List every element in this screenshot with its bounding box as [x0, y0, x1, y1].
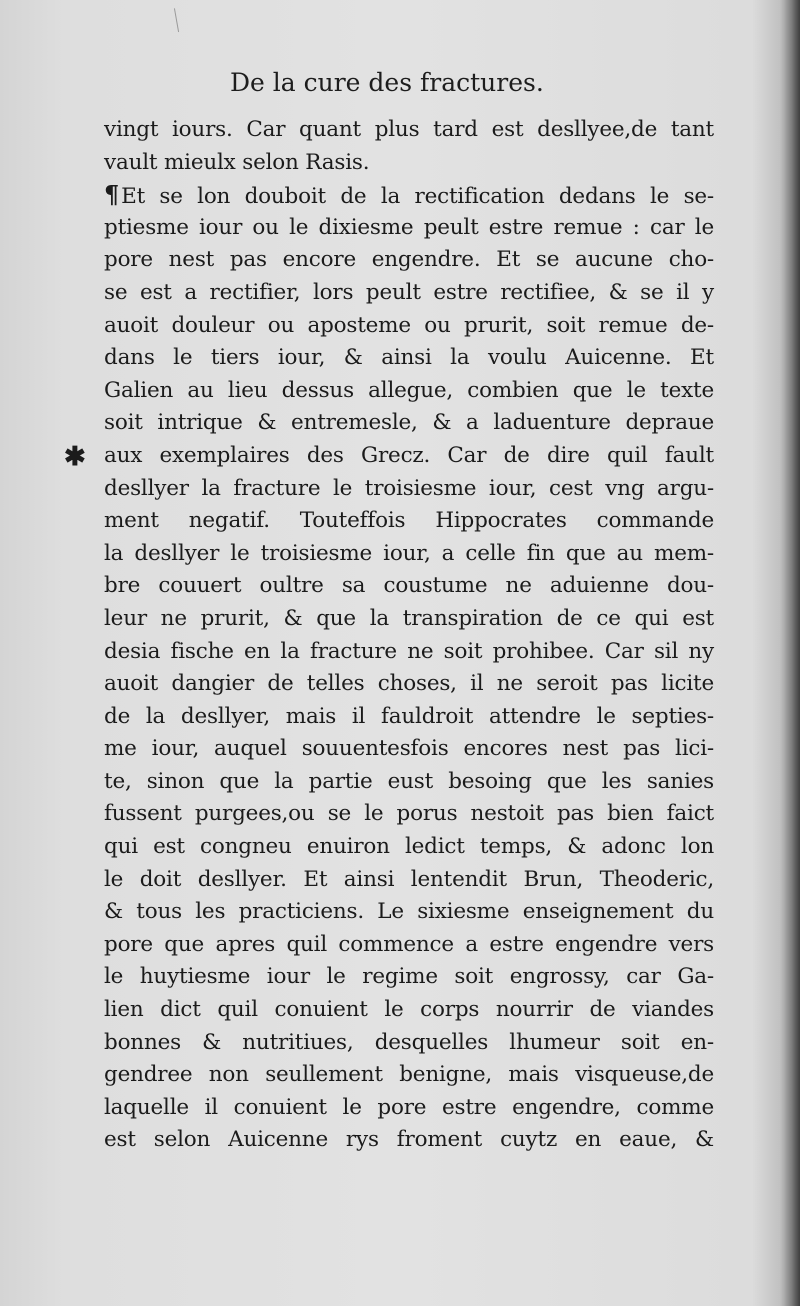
text-line: qui est congneu enuiron ledict temps, & adonc lon	[104, 834, 714, 860]
text-line: auoit dangier de telles choses, il ne seroit pas licite	[104, 671, 714, 697]
text-line: aux exemplaires des Grecz. Car de dire quil fault	[104, 442, 714, 468]
text-line: laquelle il conuient le pore estre engendre, comme	[104, 1094, 714, 1120]
text-line: pore que apres quil commence a estre engendre vers	[104, 931, 714, 957]
text-line: desllyer la fracture le troisiesme iour, cest vng argu-	[104, 475, 714, 501]
text-line: bre couuert oultre sa coustume ne aduienne dou-	[104, 573, 714, 599]
page-edge-shadow	[780, 0, 800, 1306]
text-line: la desllyer le troisiesme iour, a celle fin que au mem-	[104, 540, 714, 566]
text-line: & tous les practiciens. Le sixiesme enseignement du	[104, 899, 714, 925]
text-line: le doit desllyer. Et ainsi lentendit Brun, Theoderic,	[104, 866, 714, 892]
text-line: gendree non seullement benigne, mais visqueuse,de	[104, 1062, 714, 1088]
text-line: le huytiesme iour le regime soit engrossy, car Ga-	[104, 964, 714, 990]
text-line: bonnes & nutritiues, desquelles lhumeur soit en-	[104, 1029, 714, 1055]
text-line: ment negatif. Touteffois Hippocrates commande	[104, 508, 714, 534]
text-line: me iour, auquel souuentesfois encores nest pas lici-	[104, 736, 714, 762]
text-line: vault mieulx selon Rasis.	[104, 149, 370, 175]
text-line: auoit douleur ou aposteme ou prurit, soit remue de-	[104, 312, 714, 338]
text-line: te, sinon que la partie eust besoing que les sanies	[104, 768, 714, 794]
text-line: fussent purgees,ou se le porus nestoit pas bien faict	[104, 801, 714, 827]
text-line: ptiesme iour ou le dixiesme peult estre remue : car le	[104, 214, 714, 240]
pilcrow-mark: ¶	[104, 180, 120, 210]
text-line: pore nest pas encore engendre. Et se aucune cho-	[104, 247, 714, 273]
text-line: se est a rectifier, lors peult estre rectifiee, & se il y	[104, 279, 714, 305]
text-line: lien dict quil conuient le corps nourrir de viandes	[104, 997, 714, 1023]
body-text	[104, 114, 714, 1157]
text-line	[104, 179, 714, 212]
text-line: desia fische en la fracture ne soit prohibee. Car sil ny	[104, 638, 714, 664]
text-line-content: Et se lon douboit de la rectification dedans le se-	[121, 184, 714, 210]
text-line: est selon Auicenne rys froment cuytz en eaue, &	[104, 1127, 714, 1153]
text-line: soit intrique & entremesle, & a laduenture depraue	[104, 410, 714, 436]
page-mark	[174, 8, 181, 32]
text-line: Galien au lieu dessus allegue, combien que le texte	[104, 377, 714, 403]
text-line: de la desllyer, mais il fauldroit attendre le septies-	[104, 703, 714, 729]
text-line: vingt iours. Car quant plus tard est desllyee,de tant	[104, 117, 714, 142]
text-line: leur ne prurit, & que la transpiration de ce qui est	[104, 605, 714, 631]
margin-note-mark: ✱	[64, 442, 86, 472]
text-line: dans le tiers iour, & ainsi la voulu Auicenne. Et	[104, 345, 714, 371]
running-head: De la cure des fractures.	[230, 68, 544, 97]
